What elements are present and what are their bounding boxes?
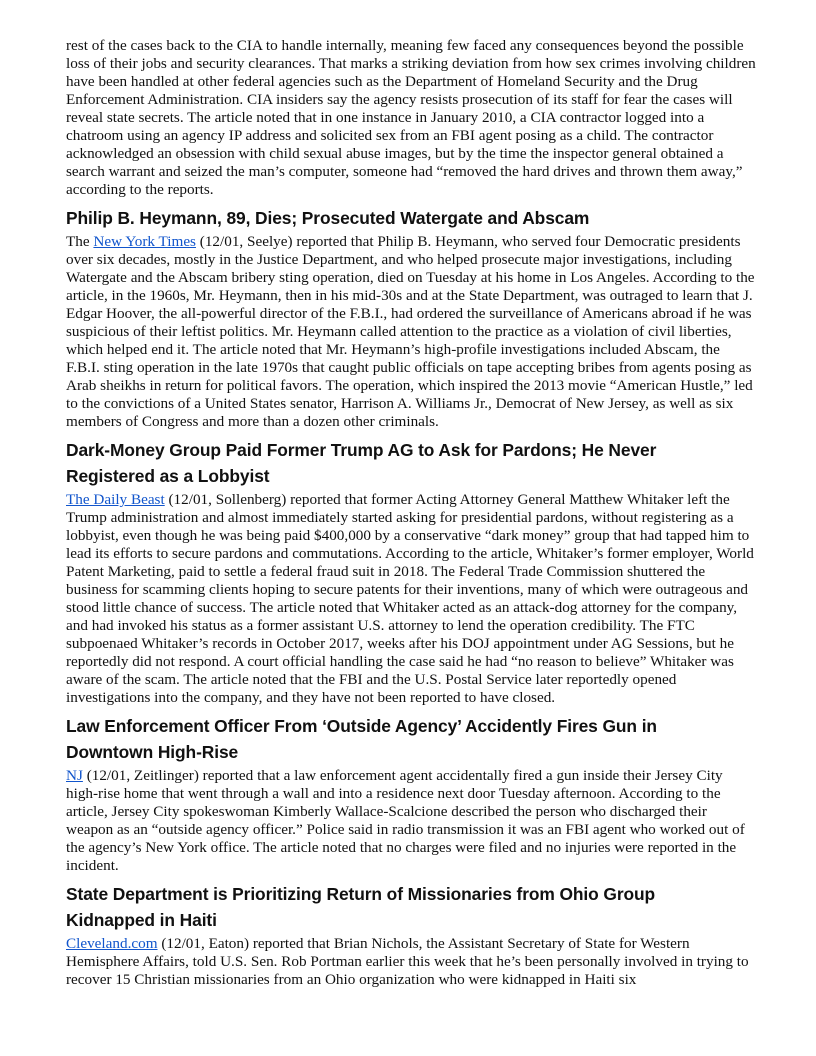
article-lead: The — [66, 233, 94, 250]
document-content — [66, 37, 756, 989]
article-body — [66, 233, 756, 431]
article-headline: State Department is Prioritizing Return of Missionaries from Ohio Group Kidnapped in Haiti — [66, 884, 656, 930]
article-text: (12/01, Zeitlinger) reported that a law enforcement agent accidentally fired a gun inside their Jersey City high-rise home that went through a wall and into a residence next door Tuesday afternoon. According to the article, Jersey City spokeswoman Kimberly Wallace-Scalcione described the person who discharged their weapon as an “outside agency officer.” Police said in radio transmission it was an FBI agent who worked out of the agency’s New York office. The article noted that no charges were filed and no injuries were reported in the incident. — [66, 767, 745, 874]
source-link[interactable]: NJ — [66, 767, 83, 784]
source-link[interactable]: Cleveland.com — [66, 935, 158, 952]
article-body — [66, 935, 756, 989]
article-text: (12/01, Eaton) reported that Brian Nichols, the Assistant Secretary of State for Western Hemisphere Affairs, told U.S. Sen. Rob Portman earlier this week that he’s been personally involved in trying to recover 15 Christian missionaries from an Ohio organization who were kidnapped in Haiti six — [66, 935, 749, 988]
article-headline: Law Enforcement Officer From ‘Outside Agency’ Accidently Fires Gun in Downtown High-Rise — [66, 716, 657, 762]
article-body — [66, 491, 756, 707]
article-text: (12/01, Seelye) reported that Philip B. Heymann, who served four Democratic presidents over six decades, mostly in the Justice Department, and who helped prosecute major investigations, including Watergate and the Abscam bribery sting operation, died on Tuesday at his home in Los Angeles. According to the article, in the 1960s, Mr. Heymann, then in his mid-30s and at the State Department, was outraged to learn that J. Edgar Hoover, the all-powerful director of the F.B.I., had ordered the surveillance of Americans abroad if he was suspicious of their leftist politics. Mr. Heymann called attention to the practice as a violation of civil liberties, which helped end it. The article noted that Mr. Heymann’s high-profile investigations included Abscam, the F.B.I. sting operation in the late 1970s that caught public officials on tape accepting bribes from agents posing as Arab sheikhs in return for political favors. The operation, which inspired the 2013 movie “American Hustle,” led to the convictions of a United States senator, Harrison A. Williams Jr., Democrat of New Jersey, as well as six members of Congress and more than a dozen other criminals. — [66, 233, 755, 430]
intro-paragraph: rest of the cases back to the CIA to handle internally, meaning few faced any consequences beyond the possible loss of their jobs and security clearances. That marks a striking deviation from how sex crimes involving children have been handled at other federal agencies such as the Department of Homeland Security and the Drug Enforcement Administration. CIA insiders say the agency resists prosecution of its staff for fear the cases will reveal state secrets. The article noted that in one instance in January 2010, a CIA contractor logged into a chatroom using an agency IP address and solicited sex from an FBI agent posing as a child. The contractor acknowledged an obsession with child sexual abuse images, but by the time the inspector general obtained a search warrant and seized the man’s computer, someone had “removed the hard drives and thrown them away,” according to the reports. — [66, 37, 756, 198]
article-headline: Philip B. Heymann, 89, Dies; Prosecuted Watergate and Abscam — [66, 208, 590, 228]
article-text: (12/01, Sollenberg) reported that former Acting Attorney General Matthew Whitaker left the Trump administration and almost immediately started asking for presidential pardons, without registering as a lobbyist, even though he was being paid $400,000 by a conservative “dark money” group that had tapped him to lead its efforts to secure pardons and commutations. According to the article, Whitaker’s former employer, World Patent Marketing, paid to settle a federal fraud suit in 2018. The Federal Trade Commission shuttered the business for scamming clients hoping to secure patents for their inventions, many of which were outrageous and stood little chance of success. The article noted that Whitaker acted as an attack-dog attorney for the company, and had invoked his status as a former assistant U.S. attorney to lend the operation credibility. The FTC subpoenaed Whitaker’s records in October 2017, weeks after his DOJ appointment under AG Sessions, but he reportedly did not respond. A court official handling the case said he had “no reason to believe” Whitaker was aware of the scam. The article noted that the FBI and the U.S. Postal Service later reportedly opened investigations into the company, and they have not been reported to have closed. — [66, 491, 754, 706]
article-headline: Dark-Money Group Paid Former Trump AG to Ask for Pardons; He Never Registered as a Lobbyist — [66, 440, 657, 486]
article-body — [66, 767, 756, 875]
source-link[interactable]: The Daily Beast — [66, 491, 165, 508]
source-link[interactable]: New York Times — [93, 233, 196, 250]
